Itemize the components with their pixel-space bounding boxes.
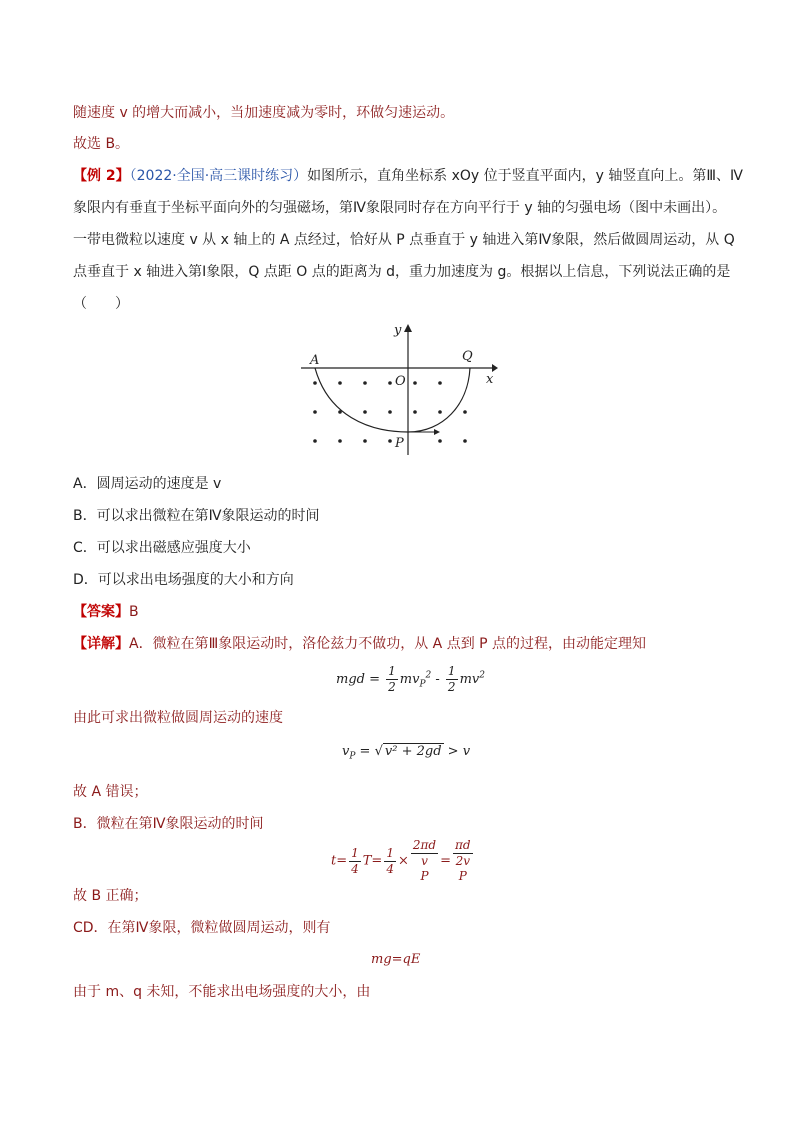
physics-diagram <box>298 320 498 460</box>
text-line-1: 随速度 v 的增大而减小，当加速度减为零时，环做匀速运动。 <box>73 105 455 121</box>
question-line-2: 象限内有垂直于坐标平面向外的匀强磁场，第Ⅳ象限同时存在方向平行于 y 轴的匀强电场（图中未画出）。 <box>73 200 727 216</box>
label-o: O <box>395 374 406 389</box>
label-y: y <box>394 323 402 338</box>
formula-energy: mgd = $\frac{1}{2}$ $mv_P^2$ - $\frac{1}{2}$ $mv^2$ <box>336 664 485 694</box>
option-a: A．圆周运动的速度是 v <box>73 476 222 492</box>
answer-line <box>73 602 139 622</box>
formula-force-balance: mg=qE <box>371 952 421 967</box>
detail-line-1 <box>73 634 646 654</box>
source-tag: （2022·全国·高三课时练习） <box>129 168 308 184</box>
x-axis-arrow <box>492 364 498 372</box>
option-d: D．可以求出电场强度的大小和方向 <box>73 572 294 588</box>
answer-tag: 【答案】 <box>73 604 129 620</box>
question-line-3: 一带电微粒以速度 v 从 x 轴上的 A 点经过，恰好从 P 点垂直于 y 轴进入第Ⅳ象限，然后做圆周运动，从 Q <box>73 232 735 248</box>
detail-line-2: 由此可求出微粒做圆周运动的速度 <box>73 710 283 726</box>
question-line-1 <box>73 166 743 186</box>
detail-line-7: 由于 m、q 未知，不能求出电场强度的大小，由 <box>73 984 371 1000</box>
detail-line-6: CD．在第Ⅳ象限，微粒做圆周运动，则有 <box>73 920 331 936</box>
option-b: B．可以求出微粒在第Ⅳ象限运动的时间 <box>73 508 320 524</box>
y-axis-arrow <box>404 324 412 332</box>
detail-line-3: 故 A 错误； <box>73 784 148 800</box>
detail-tag: 【详解】 <box>73 636 129 652</box>
detail-line-4: B．微粒在第Ⅳ象限运动的时间 <box>73 816 264 832</box>
magnetic-field-dots <box>313 381 467 443</box>
velocity-arrowhead <box>434 429 440 435</box>
example-tag: 【例 2】 <box>73 168 130 184</box>
option-c: C．可以求出磁感应强度大小 <box>73 540 251 556</box>
question-line-5: （ ） <box>73 296 129 312</box>
question-line-4: 点垂直于 x 轴进入第Ⅰ象限，Q 点距 O 点的距离为 d，重力加速度为 g。根据以上信息，下列说法正确的是 <box>73 264 731 280</box>
detail-line-5: 故 B 正确； <box>73 888 148 904</box>
formula-time: t= $\frac{1}{4}$ T= $\frac{1}{4}$ × 2πd v P = πd 2v P <box>331 838 471 883</box>
label-q: Q <box>462 349 473 364</box>
formula-velocity: $v_P$ = √ v² + 2gd > v <box>342 744 471 762</box>
detail-text-1: A．微粒在第Ⅲ象限运动时，洛伦兹力不做功，从 A 点到 P 点的过程，由动能定理知 <box>129 636 647 652</box>
text-line-2: 故选 B。 <box>73 136 130 152</box>
label-x: x <box>486 372 494 387</box>
question-text-1: 如图所示，直角坐标系 xOy 位于竖直平面内，y 轴竖直向上。第Ⅲ、Ⅳ <box>307 168 743 184</box>
answer-value: B <box>129 604 139 620</box>
trajectory-fourth-quadrant <box>408 368 470 432</box>
label-p: P <box>395 436 404 451</box>
label-a: A <box>310 353 320 368</box>
